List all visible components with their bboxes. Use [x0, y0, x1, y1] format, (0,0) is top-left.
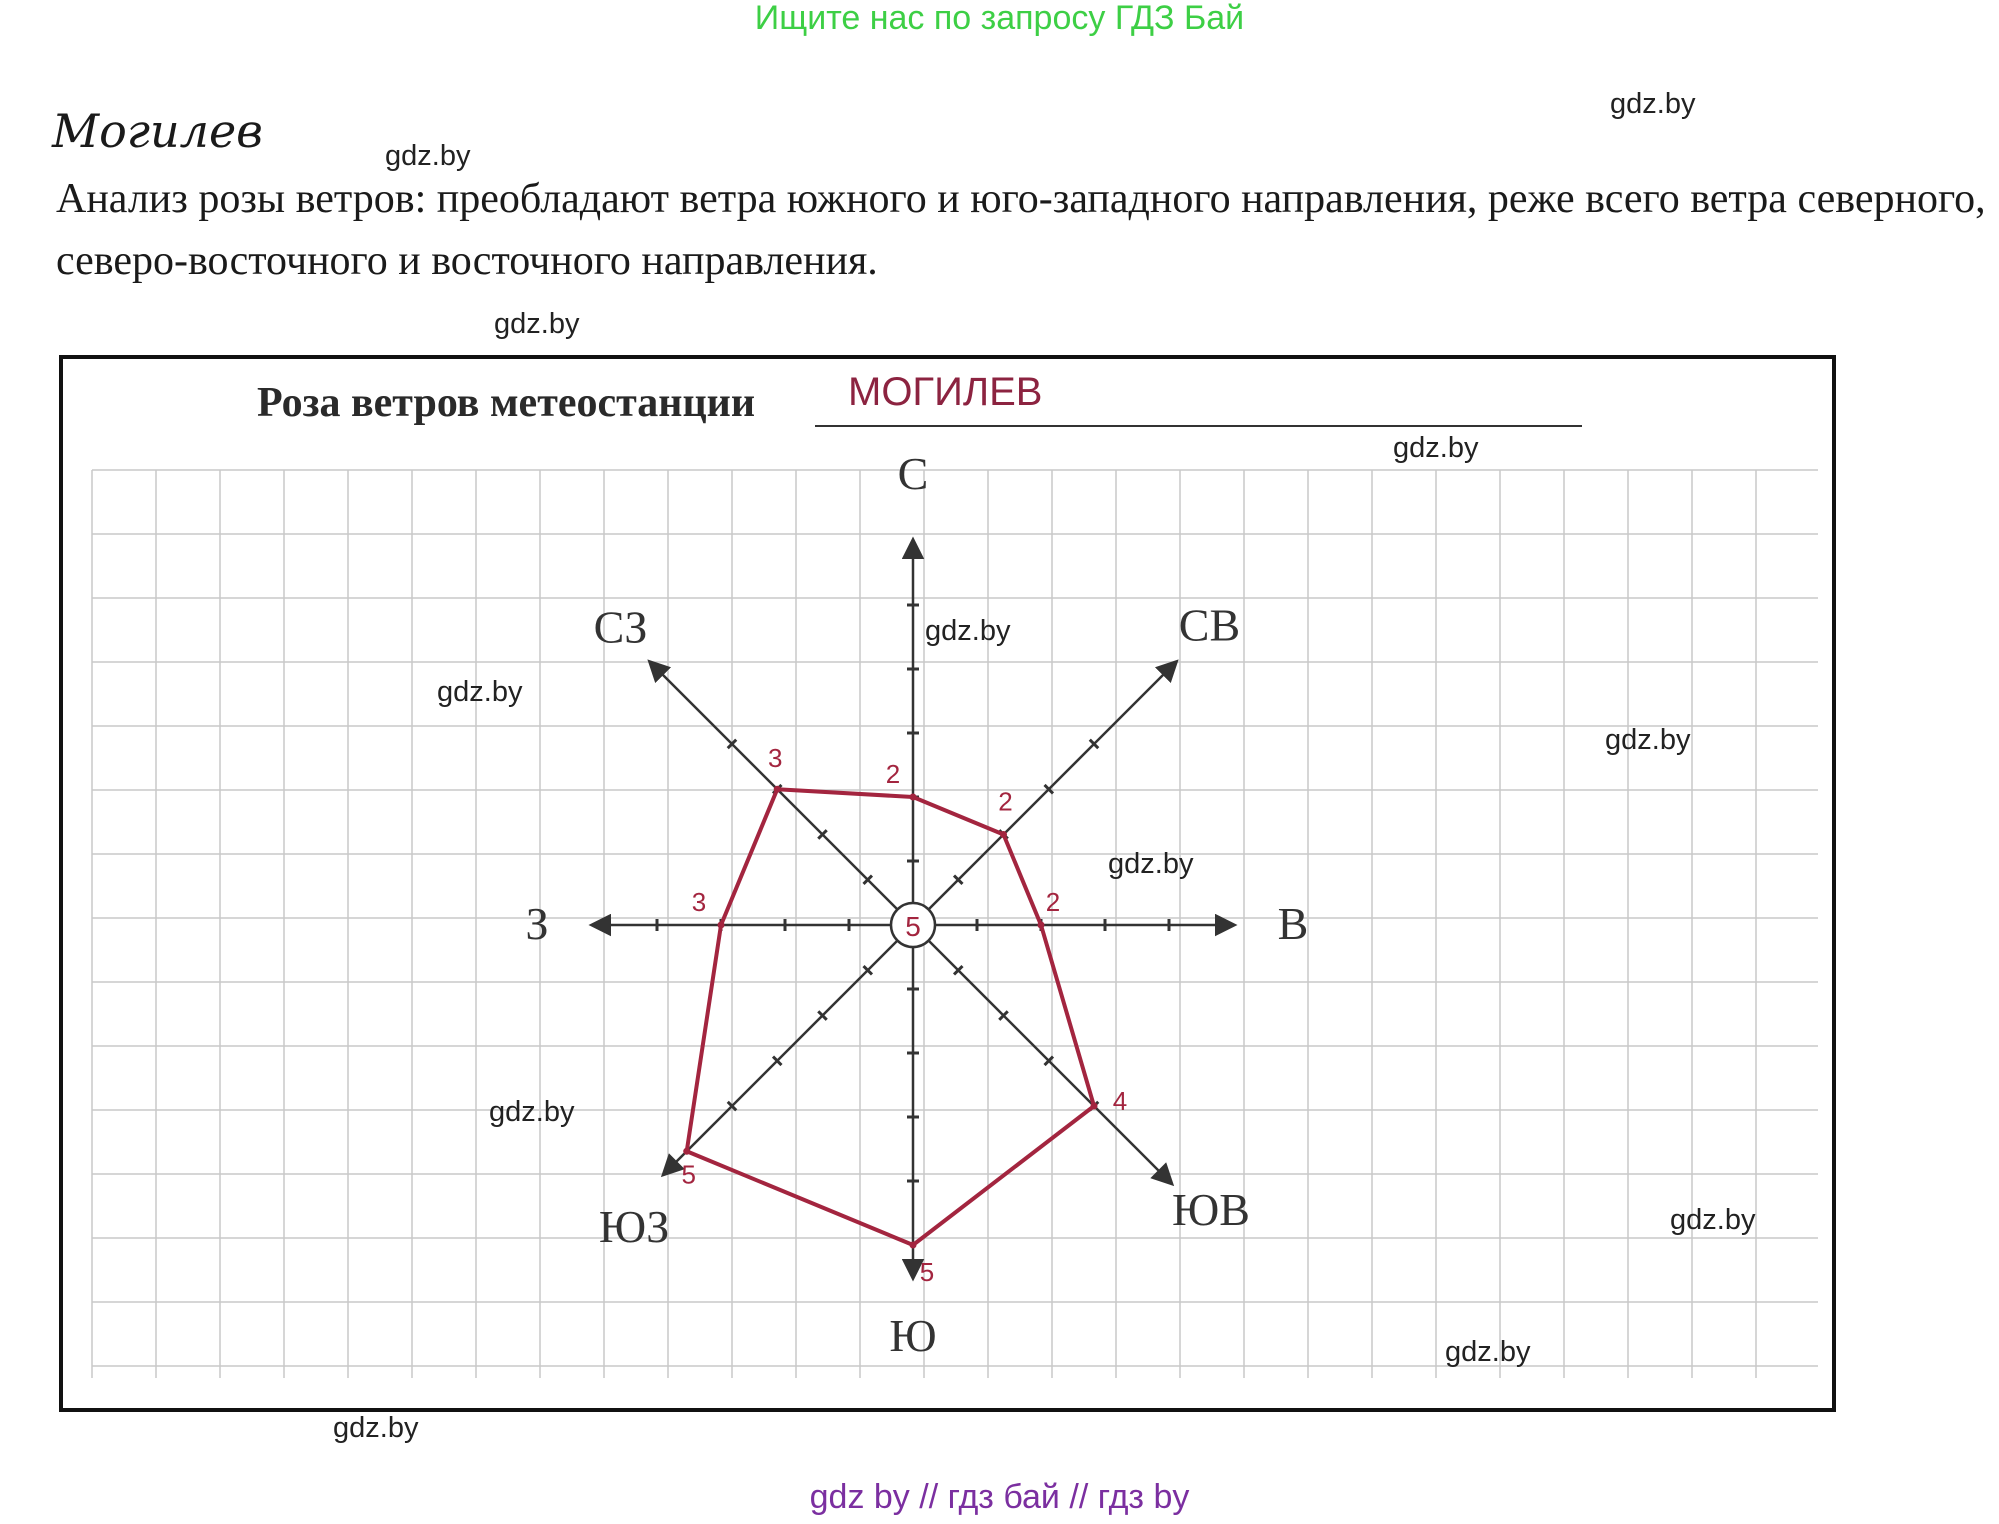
rose-value-label: 5: [681, 1159, 696, 1190]
rose-value-label: 5: [919, 1257, 935, 1287]
watermark: gdz.by: [1610, 88, 1696, 120]
watermark: gdz.by: [489, 1096, 575, 1128]
rose-point: [1091, 1103, 1098, 1110]
watermark: gdz.by: [1605, 724, 1691, 756]
direction-label-w: З: [525, 898, 549, 949]
rose-point: [1000, 831, 1007, 838]
rose-point: [683, 1148, 690, 1155]
direction-label-e: В: [1277, 898, 1309, 949]
watermark: gdz.by: [385, 140, 471, 172]
top-banner[interactable]: Ищите нас по запросу ГДЗ Бай: [754, 0, 1245, 37]
rose-value-label: 2: [998, 786, 1013, 817]
watermark: gdz.by: [1445, 1336, 1531, 1368]
direction-label-se: ЮВ: [1171, 1183, 1250, 1235]
calm-value: 5: [905, 911, 921, 942]
watermark: gdz.by: [333, 1412, 419, 1444]
analysis-paragraph: Анализ розы ветров: преобладают ветра южного и юго-западного направления, реже всего ветра северного, северо-восточного и восточного направления.: [56, 176, 1986, 284]
axis-ne: [913, 663, 1175, 925]
rose-point: [910, 794, 917, 801]
rose: [681, 743, 1127, 1287]
rose-value-label: 3: [768, 743, 783, 774]
watermark: gdz.by: [1393, 432, 1479, 464]
rose-value-label: 3: [691, 887, 707, 917]
rose-point: [718, 922, 725, 929]
rose-value-label: 2: [885, 759, 901, 789]
watermark: gdz.by: [925, 615, 1011, 647]
direction-label-sw: ЮЗ: [598, 1200, 670, 1252]
rose-point: [1038, 922, 1045, 929]
chart-title-station: МОГИЛЕВ: [848, 370, 1043, 414]
watermark: gdz.by: [1108, 848, 1194, 880]
watermark: gdz.by: [437, 676, 523, 708]
rose-value-label: 4: [1112, 1086, 1128, 1117]
rose-value-label: 2: [1045, 887, 1061, 917]
direction-label-nw: СЗ: [593, 601, 648, 653]
bottom-banner[interactable]: gdz by // гдз бай // гдз by: [809, 1478, 1190, 1516]
direction-label-ne: СВ: [1178, 599, 1241, 651]
city-heading: Могилев: [52, 104, 263, 158]
watermark: gdz.by: [494, 308, 580, 340]
rose-point: [910, 1242, 917, 1249]
rose-point: [774, 786, 781, 793]
chart-title-prefix: Роза ветров метеостанции: [257, 380, 756, 426]
watermark: gdz.by: [1670, 1204, 1756, 1236]
direction-label-n: С: [897, 448, 929, 499]
direction-label-s: Ю: [889, 1310, 937, 1361]
rose-outline: [687, 789, 1094, 1245]
